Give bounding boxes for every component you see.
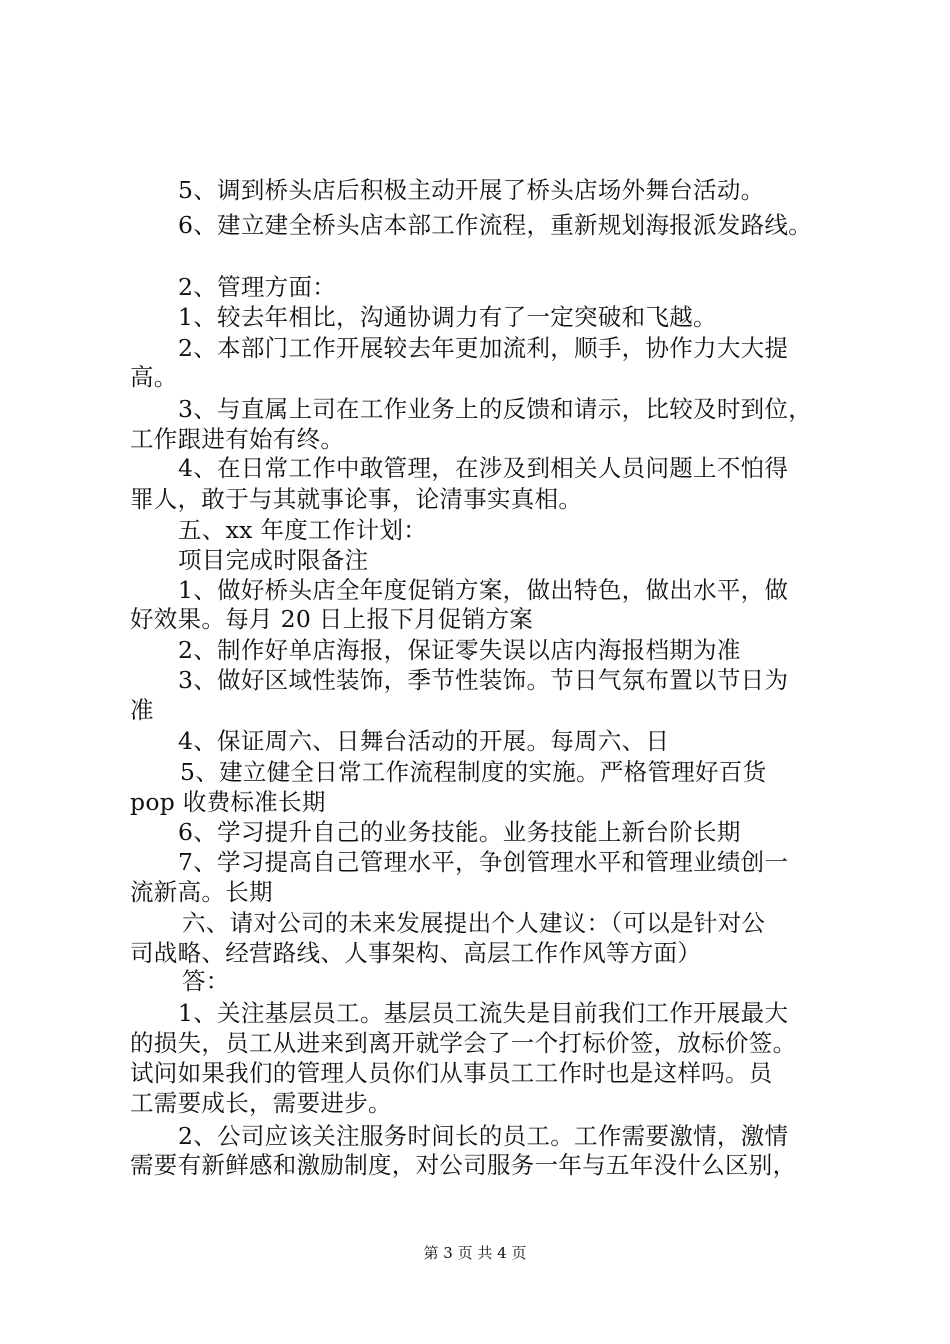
text-line: 4、保证周六、日舞台活动的开展。每周六、日 bbox=[178, 727, 670, 755]
text-line: 5、调到桥头店后积极主动开展了桥头店场外舞台活动。 bbox=[178, 176, 765, 204]
text-line: pop 收费标准长期 bbox=[130, 788, 326, 816]
text-line: 5、建立健全日常工作流程制度的实施。严格管理好百货 bbox=[180, 758, 767, 786]
text-line: 4、在日常工作中敢管理，在涉及到相关人员问题上不怕得 bbox=[178, 454, 789, 482]
section-heading: 2、管理方面： bbox=[178, 273, 337, 301]
text-line: 流新高。长期 bbox=[130, 878, 273, 906]
section-heading: 六、请对公司的未来发展提出个人建议：（可以是针对公 bbox=[182, 909, 766, 937]
page-footer: 第 3 页 共 4 页 bbox=[423, 1244, 527, 1262]
text-line: 需要有新鲜感和激励制度，对公司服务一年与五年没什么区别， bbox=[130, 1151, 797, 1179]
text-line: 的损失，员工从进来到离开就学会了一个打标价签，放标价签。 bbox=[130, 1029, 797, 1057]
section-heading: 五、xx 年度工作计划： bbox=[178, 516, 428, 544]
text-line: 高。 bbox=[130, 363, 178, 391]
text-line: 试问如果我们的管理人员你们从事员工工作时也是这样吗。员 bbox=[130, 1059, 773, 1087]
text-line: 1、较去年相比，沟通协调力有了一定突破和飞越。 bbox=[178, 303, 717, 331]
text-line: 3、与直属上司在工作业务上的反馈和请示，比较及时到位， bbox=[178, 395, 813, 423]
text-line: 6、建立建全桥头店本部工作流程，重新规划海报派发路线。 bbox=[178, 211, 813, 239]
text-line: 工需要成长，需要进步。 bbox=[130, 1089, 392, 1117]
text-line: 工作跟进有始有终。 bbox=[130, 425, 345, 453]
text-line: 2、制作好单店海报，保证零失误以店内海报档期为准 bbox=[178, 636, 741, 664]
text-line: 司战略、经营路线、人事架构、高层工作作风等方面） bbox=[130, 939, 702, 967]
text-line: 好效果。每月 20 日上报下月促销方案 bbox=[130, 605, 534, 633]
text-line: 2、公司应该关注服务时间长的员工。工作需要激情，激情 bbox=[178, 1122, 789, 1150]
text-line: 准 bbox=[130, 696, 154, 724]
text-line: 项目完成时限备注 bbox=[178, 546, 369, 574]
text-line: 1、关注基层员工。基层员工流失是目前我们工作开展最大 bbox=[178, 999, 789, 1027]
text-line: 答： bbox=[182, 967, 230, 995]
text-line: 7、学习提高自己管理水平，争创管理水平和管理业绩创一 bbox=[178, 848, 789, 876]
text-line: 罪人，敢于与其就事论事，论清事实真相。 bbox=[130, 485, 583, 513]
text-line: 2、本部门工作开展较去年更加流利，顺手，协作力大大提 bbox=[178, 334, 789, 362]
text-line: 1、做好桥头店全年度促销方案，做出特色，做出水平，做 bbox=[178, 576, 789, 604]
text-line: 3、做好区域性装饰，季节性装饰。节日气氛布置以节日为 bbox=[178, 666, 789, 694]
text-line: 6、学习提升自己的业务技能。业务技能上新台阶长期 bbox=[178, 818, 741, 846]
